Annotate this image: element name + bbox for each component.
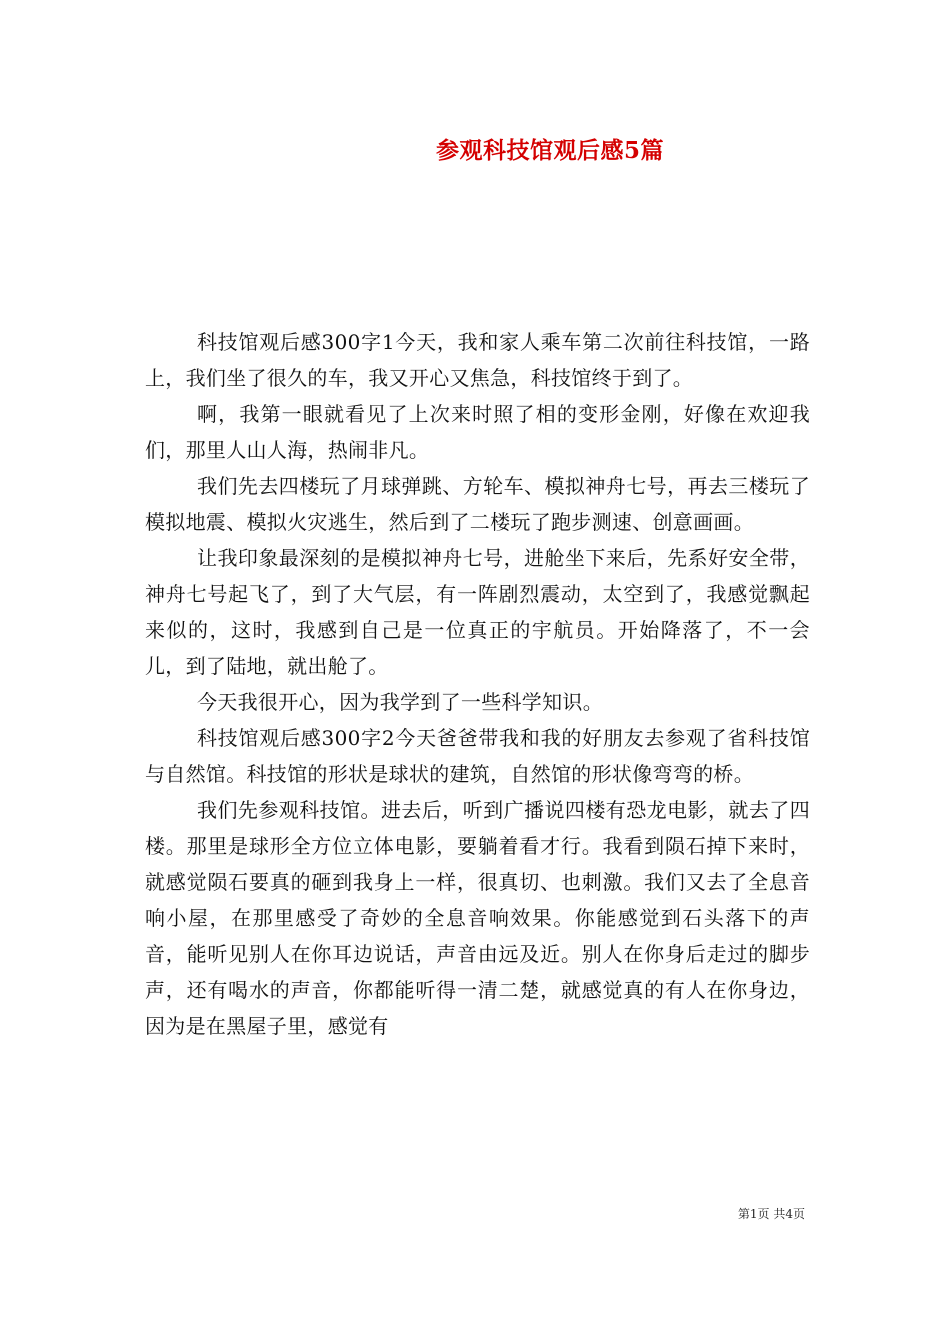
document-body [145, 324, 810, 1044]
paragraph: 科技馆观后感300字2今天爸爸带我和我的好朋友去参观了省科技馆与自然馆。科技馆的形状是球状的建筑，自然馆的形状像弯弯的桥。 [145, 726, 810, 786]
paragraph: 让我印象最深刻的是模拟神舟七号，进舱坐下来后，先系好安全带，神舟七号起飞了，到了大气层，有一阵剧烈震动，太空到了，我感觉飘起来似的，这时，我感到自己是一位真正的宇航员。开始降落了，不一会儿，到了陆地，就出舱了。 [145, 546, 810, 678]
paragraph: 今天我很开心，因为我学到了一些科学知识。 [197, 690, 603, 714]
document-title: 参观科技馆观后感5篇 [435, 137, 664, 164]
paragraph: 我们先去四楼玩了月球弹跳、方轮车、模拟神舟七号，再去三楼玩了模拟地震、模拟火灾逃生，然后到了二楼玩了跑步测速、创意画画。 [145, 474, 810, 534]
paragraph: 啊，我第一眼就看见了上次来时照了相的变形金刚，好像在欢迎我们，那里人山人海，热闹非凡。 [145, 402, 810, 462]
page-number-footer: 第1页 共4页 [737, 1207, 805, 1221]
paragraph: 科技馆观后感300字1今天，我和家人乘车第二次前往科技馆，一路上，我们坐了很久的车，我又开心又焦急，科技馆终于到了。 [145, 330, 810, 390]
paragraph: 我们先参观科技馆。进去后，听到广播说四楼有恐龙电影，就去了四楼。那里是球形全方位立体电影，要躺着看才行。我看到陨石掉下来时，就感觉陨石要真的砸到我身上一样，很真切、也刺激。我们又去了全息音响小屋，在那里感受了奇妙的全息音响效果。你能感觉到石头落下的声音，能听见别人在你耳边说话，声音由远及近。别人在你身后走过的脚步声，还有喝水的声音，你都能听得一清二楚，就感觉真的有人在你身边，因为是在黑屋子里，感觉有 [145, 798, 810, 1038]
